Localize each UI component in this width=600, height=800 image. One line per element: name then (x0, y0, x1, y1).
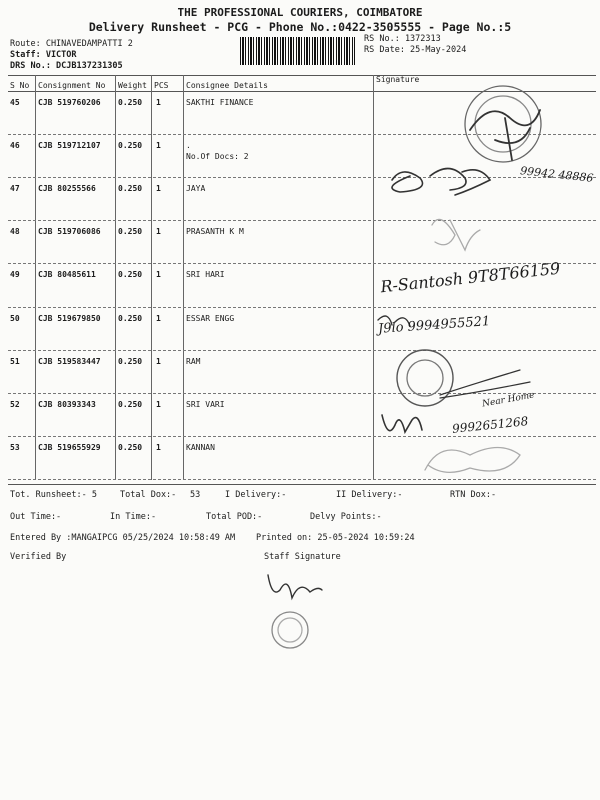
cell-weight: 0.250 (118, 98, 143, 107)
staff-signature-mark (268, 575, 322, 598)
staff-signature-label: Staff Signature (264, 552, 341, 562)
cell-consignment: CJB 519712107 (38, 141, 101, 151)
verified-by: Verified By (10, 552, 67, 562)
cell-consignee: KANNAN (186, 442, 215, 452)
cell-sno: 45 (10, 98, 20, 107)
staff-label: Staff: VICTOR (10, 50, 77, 60)
runsheet-subtitle: Delivery Runsheet - PCG - Phone No.:0422-3505555 - Page No.:5 (88, 20, 512, 34)
cell-consignment: CJB 519706086 (38, 227, 101, 237)
cell-consignment: CJB 519583447 (38, 356, 101, 366)
cell-consignment: CJB 80255566 (38, 184, 96, 194)
cell-consignee: SAKTHI FINANCE (186, 98, 254, 107)
printed-on: Printed on: 25-05-2024 10:59:24 (256, 533, 415, 543)
cell-weight: 0.250 (118, 356, 143, 366)
cell-sno: 47 (10, 184, 20, 194)
cell-consignment: CJB 80485611 (38, 270, 96, 280)
rs-number: RS No.: 1372313 (364, 34, 441, 44)
delvy-points: Delvy Points:- (310, 512, 382, 522)
route-label: Route: CHINAVEDAMPATTI 2 (10, 39, 133, 49)
drs-number: DRS No.: DCJB137231305 (10, 61, 123, 71)
cell-consignee: ESSAR ENGG (186, 313, 235, 323)
cell-consignment: CJB 519679850 (38, 313, 101, 323)
col-header-consignee: Consignee Details (186, 81, 268, 90)
cell-consignee: PRASANTH K M (186, 227, 244, 237)
handwritten-note-row52: Near Home (481, 390, 536, 410)
cell-pcs: 1 (156, 270, 161, 280)
cell-weight: 0.250 (118, 184, 143, 194)
handwritten-phone-row52: 9992651268 (451, 414, 529, 436)
cell-weight: 0.250 (118, 442, 143, 452)
in-time: In Time:- (110, 512, 157, 522)
cell-weight: 0.250 (118, 270, 143, 280)
cell-pcs: 1 (156, 399, 161, 409)
cell-consignment: CJB 519655929 (38, 442, 101, 452)
cell-sno: 48 (10, 227, 20, 237)
col-header-consignment: Consignment No (38, 81, 106, 90)
total-pod: Total POD:- (206, 512, 263, 522)
tot-runsheet: Tot. Runsheet:- 5 (10, 490, 97, 500)
company-title: THE PROFESSIONAL COURIERS, COIMBATORE (177, 6, 423, 19)
total-dox-label: Total Dox:- (120, 490, 177, 500)
cell-sno: 46 (10, 141, 20, 151)
cell-pcs: 1 (156, 184, 161, 194)
handwritten-row50: J9lo 9994955521 (377, 314, 491, 337)
cell-sno: 49 (10, 270, 20, 280)
cell-pcs: 1 (156, 141, 161, 151)
col-header-sno: S No (10, 81, 30, 90)
cell-sno: 53 (10, 442, 20, 452)
signature-row48 (432, 219, 480, 250)
cell-consignment: CJB 80393343 (38, 399, 96, 409)
cell-pcs: 1 (156, 442, 161, 452)
footer-divider (8, 484, 596, 485)
handwritten-row49: R-Santosh 9T8T66159 (379, 258, 562, 297)
cell-sno: 52 (10, 399, 20, 409)
cell-weight: 0.250 (118, 399, 143, 409)
col-header-signature: Signature (376, 75, 420, 84)
signature-row52 (382, 415, 422, 432)
rtn-dox: RTN Dox:- (450, 490, 497, 500)
cell-pcs: 1 (156, 356, 161, 366)
cell-pcs: 1 (156, 98, 161, 107)
col-header-weight: Weight (118, 81, 147, 90)
cell-consignee: . (186, 141, 191, 151)
total-dox-value: 53 (190, 490, 201, 500)
cell-consignee: SRI VARI (186, 399, 225, 409)
cell-weight: 0.250 (118, 141, 143, 151)
signature-row53 (425, 448, 520, 473)
cell-consignee: RAM (186, 356, 201, 366)
cell-pcs: 1 (156, 227, 161, 237)
cell-weight: 0.250 (118, 313, 143, 323)
cell-pcs: 1 (156, 313, 161, 323)
cell-consignment: CJB 519760206 (38, 98, 101, 107)
handwritten-phone-row47: 99942 48886 (519, 164, 594, 185)
cell-weight: 0.250 (118, 227, 143, 237)
entered-by: Entered By :MANGAIPCG 05/25/2024 10:58:49 AM (10, 533, 236, 543)
i-delivery: I Delivery:- (225, 490, 287, 500)
cell-consignee: JAYA (186, 184, 206, 194)
col-header-pcs: PCS (154, 81, 169, 90)
ii-delivery: II Delivery:- (336, 490, 403, 500)
cell-note: No.Of Docs: 2 (186, 152, 249, 162)
rs-date: RS Date: 25-May-2024 (364, 45, 467, 55)
out-time: Out Time:- (10, 512, 62, 522)
cell-consignee: SRI HARI (186, 270, 225, 280)
cell-sno: 51 (10, 356, 20, 366)
signature-row47 (392, 168, 490, 195)
cell-sno: 50 (10, 313, 20, 323)
